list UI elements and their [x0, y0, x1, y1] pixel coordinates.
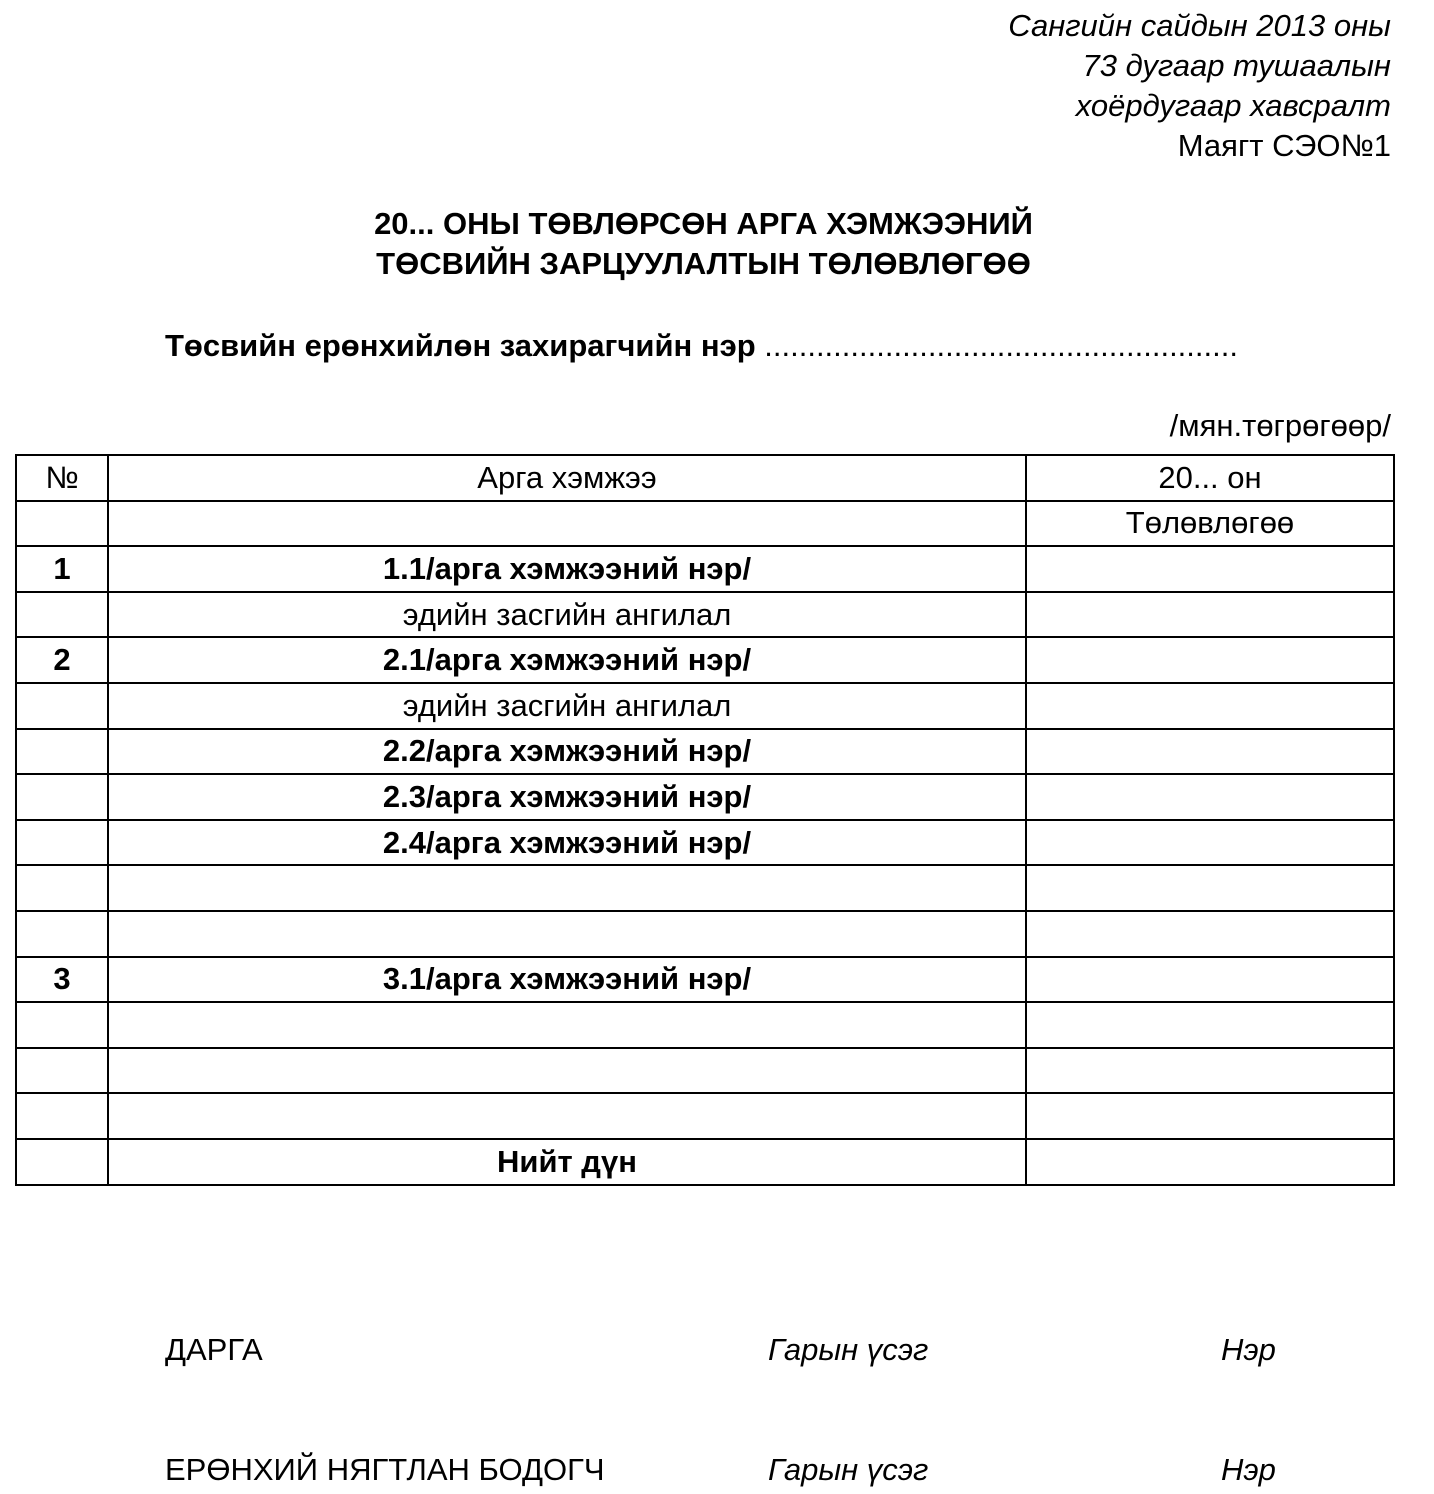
table-row: [16, 774, 1394, 820]
plan-value-cell: [1026, 729, 1394, 775]
plan-value-cell: [1026, 546, 1394, 592]
document-title: [0, 204, 1407, 284]
plan-value-cell: [1026, 1002, 1394, 1048]
table-row: [16, 729, 1394, 775]
reference-line: хоёрдугаар хавсралт: [1075, 88, 1391, 123]
table-header-row: [16, 455, 1394, 501]
budget-manager-blank: .......................................................: [764, 328, 1238, 363]
order-reference: [1008, 6, 1391, 166]
signature-row: [0, 1330, 1434, 1370]
budget-manager-line: [165, 326, 1238, 366]
reference-line: 73 дугаар тушаалын: [1082, 48, 1391, 83]
action-cell: эдийн засгийн ангилал: [108, 683, 1026, 729]
row-number-cell: [16, 865, 108, 911]
row-number-cell: [16, 1093, 108, 1139]
form-code: Маягт СЭО№1: [1177, 128, 1391, 163]
name-field: Нэр: [1221, 1332, 1276, 1367]
row-number-cell: [16, 820, 108, 866]
total-label: Нийт дүн: [108, 1139, 1026, 1185]
signature-field: Гарын үсэг: [768, 1332, 929, 1367]
action-cell: [108, 911, 1026, 957]
table-row: [16, 683, 1394, 729]
header-year: 20... он: [1026, 455, 1394, 501]
plan-value-cell: [1026, 774, 1394, 820]
header-no: №: [16, 455, 108, 501]
signature-row: [0, 1450, 1434, 1490]
action-cell: [108, 1093, 1026, 1139]
signature-role: ЕРӨНХИЙ НЯГТЛАН БОДОГЧ: [165, 1452, 605, 1487]
header-plan: Төлөвлөгөө: [1026, 501, 1394, 547]
action-cell: 2.2/арга хэмжээний нэр/: [108, 729, 1026, 775]
signature-field: Гарын үсэг: [768, 1452, 929, 1487]
table-row: [16, 1048, 1394, 1094]
row-number-cell: [16, 774, 108, 820]
subheader-no: [16, 501, 108, 547]
row-number-cell: 1: [16, 546, 108, 592]
table-row: [16, 957, 1394, 1003]
table-row: [16, 1093, 1394, 1139]
plan-value-cell: [1026, 1093, 1394, 1139]
row-number-cell: [16, 1048, 108, 1094]
plan-value-cell: [1026, 1048, 1394, 1094]
total-row: [16, 1139, 1394, 1185]
action-cell: эдийн засгийн ангилал: [108, 592, 1026, 638]
action-cell: [108, 1048, 1026, 1094]
row-number-cell: [16, 911, 108, 957]
table-row: [16, 637, 1394, 683]
table-row: [16, 1002, 1394, 1048]
title-line: ТӨСВИЙН ЗАРЦУУЛАЛТЫН ТӨЛӨВЛӨГӨӨ: [376, 246, 1031, 281]
unit-note: /мян.төгрөгөөр/: [1169, 408, 1391, 443]
total-no-cell: [16, 1139, 108, 1185]
reference-line: Сангийн сайдын 2013 оны: [1008, 8, 1391, 43]
row-number-cell: 3: [16, 957, 108, 1003]
action-cell: 2.4/арга хэмжээний нэр/: [108, 820, 1026, 866]
subheader-action: [108, 501, 1026, 547]
row-number-cell: [16, 592, 108, 638]
table-row: [16, 865, 1394, 911]
action-cell: 1.1/арга хэмжээний нэр/: [108, 546, 1026, 592]
plan-value-cell: [1026, 592, 1394, 638]
plan-value-cell: [1026, 865, 1394, 911]
budget-manager-label: Төсвийн ерөнхийлөн захирагчийн нэр: [165, 328, 756, 363]
row-number-cell: [16, 683, 108, 729]
table-row: [16, 820, 1394, 866]
plan-value-cell: [1026, 911, 1394, 957]
row-number-cell: [16, 729, 108, 775]
action-cell: 2.3/арга хэмжээний нэр/: [108, 774, 1026, 820]
plan-value-cell: [1026, 683, 1394, 729]
title-line: 20... ОНЫ ТӨВЛӨРСӨН АРГА ХЭМЖЭЭНИЙ: [374, 206, 1033, 241]
table-row: [16, 911, 1394, 957]
action-cell: [108, 865, 1026, 911]
plan-value-cell: [1026, 957, 1394, 1003]
signature-role: ДАРГА: [165, 1332, 263, 1367]
plan-value-cell: [1026, 637, 1394, 683]
action-cell: 3.1/арга хэмжээний нэр/: [108, 957, 1026, 1003]
table-row: [16, 546, 1394, 592]
row-number-cell: [16, 1002, 108, 1048]
name-field: Нэр: [1221, 1452, 1276, 1487]
header-action: Арга хэмжээ: [108, 455, 1026, 501]
action-cell: 2.1/арга хэмжээний нэр/: [108, 637, 1026, 683]
table-subheader-row: [16, 501, 1394, 547]
budget-table: [15, 454, 1395, 1186]
action-cell: [108, 1002, 1026, 1048]
table-row: [16, 592, 1394, 638]
total-value-cell: [1026, 1139, 1394, 1185]
row-number-cell: 2: [16, 637, 108, 683]
plan-value-cell: [1026, 820, 1394, 866]
